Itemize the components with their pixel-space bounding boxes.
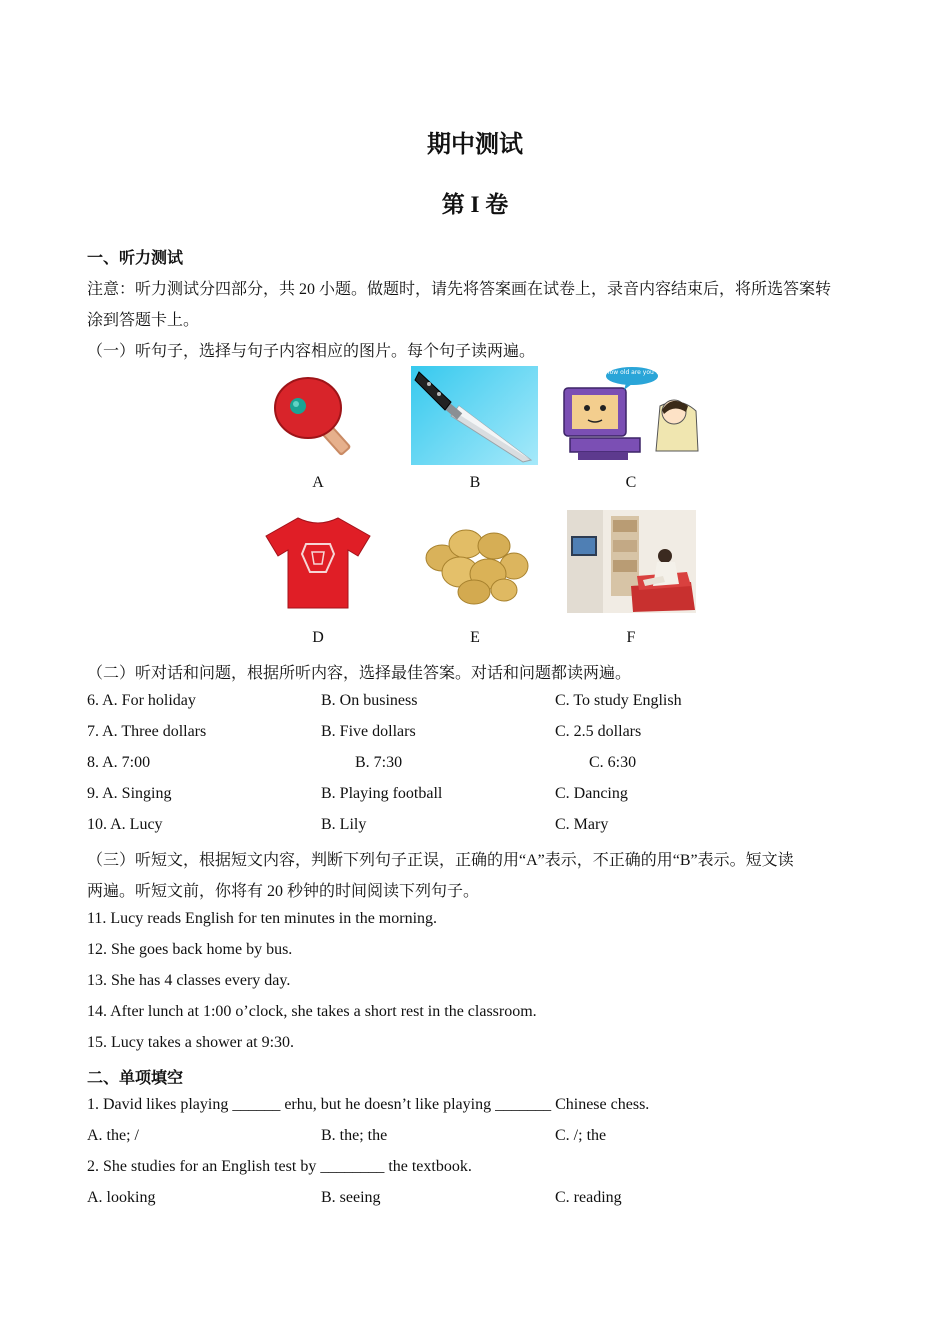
page-subtitle: 第 I 卷 (441, 192, 509, 217)
note-line-2: 涂到答题卡上。 (87, 312, 200, 329)
picture-label-d: D (312, 629, 324, 646)
statement-12: 12. She goes back home by bus. (87, 941, 293, 958)
mc1-option-a: A. the; / (87, 1127, 139, 1144)
picture-label-a: A (312, 474, 324, 491)
statement-13: 13. She has 4 classes every day. (87, 972, 291, 989)
q8-option-c: C. 6:30 (589, 754, 637, 771)
q6-option-b: B. On business (321, 692, 418, 709)
part3-instruction-line-2: 两遍。听短文前，你将有 20 秒钟的时间阅读下列句子。 (87, 883, 480, 900)
picture-label-e: E (470, 629, 480, 646)
computer-chat-icon (560, 366, 702, 464)
mc2-stem: 2. She studies for an English test by ________ the textbook. (87, 1158, 472, 1175)
q7-option-c: C. 2.5 dollars (555, 723, 642, 740)
mc2-option-a: A. looking (87, 1189, 156, 1206)
q8-option-a: 8. A. 7:00 (87, 754, 151, 771)
q9-option-a: 9. A. Singing (87, 785, 172, 802)
statement-15: 15. Lucy takes a shower at 9:30. (87, 1034, 295, 1051)
q10-option-a: 10. A. Lucy (87, 816, 163, 833)
q10-option-c: C. Mary (555, 816, 609, 833)
q10-option-b: B. Lily (321, 816, 367, 833)
mc1-option-b: B. the; the (321, 1127, 388, 1144)
part1-instruction: （一）听句子，选择与句子内容相应的图片。每个句子读两遍。 (87, 343, 536, 360)
mc2-option-b: B. seeing (321, 1189, 381, 1206)
picture-label-f: F (626, 629, 636, 646)
mc2-option-c: C. reading (555, 1189, 622, 1206)
part2-instruction: （二）听对话和问题，根据所听内容，选择最佳答案。对话和问题都读两遍。 (87, 665, 632, 682)
note-line-1: 注意：听力测试分四部分，共 20 小题。做题时，请先将答案画在试卷上，录音内容结束后，将所选答案转 (87, 281, 832, 298)
section1-heading: 一、听力测试 (87, 250, 184, 267)
mc1-option-c: C. /; the (555, 1127, 607, 1144)
q8-option-b: B. 7:30 (355, 754, 403, 771)
picture-label-b: B (469, 474, 481, 491)
part3-instruction-line-1: （三）听短文，根据短文内容，判断下列句子正误，正确的用“A”表示，不正确的用“B”表示。短文读 (87, 852, 794, 869)
q9-option-c: C. Dancing (555, 785, 628, 802)
potatoes-icon (420, 516, 530, 606)
speech-bubble-text: How old are you ? (605, 369, 659, 376)
section2-heading: 二、单项填空 (87, 1070, 184, 1087)
statement-14: 14. After lunch at 1:00 o’clock, she takes a short rest in the classroom. (87, 1003, 537, 1020)
red-tshirt-icon (262, 514, 374, 610)
page-title: 期中测试 (427, 132, 523, 158)
ping-pong-paddle-icon (268, 370, 368, 465)
q7-option-a: 7. A. Three dollars (87, 723, 207, 740)
q6-option-c: C. To study English (555, 692, 682, 709)
statement-11: 11. Lucy reads English for ten minutes in the morning. (87, 910, 438, 927)
watching-tv-icon (567, 510, 696, 613)
knife-icon (411, 366, 538, 465)
picture-label-c: C (625, 474, 637, 491)
q7-option-b: B. Five dollars (321, 723, 416, 740)
q9-option-b: B. Playing football (321, 785, 443, 802)
mc1-stem: 1. David likes playing ______ erhu, but he doesn’t like playing _______ Chinese chess. (87, 1096, 650, 1113)
q6-option-a: 6. A. For holiday (87, 692, 196, 709)
